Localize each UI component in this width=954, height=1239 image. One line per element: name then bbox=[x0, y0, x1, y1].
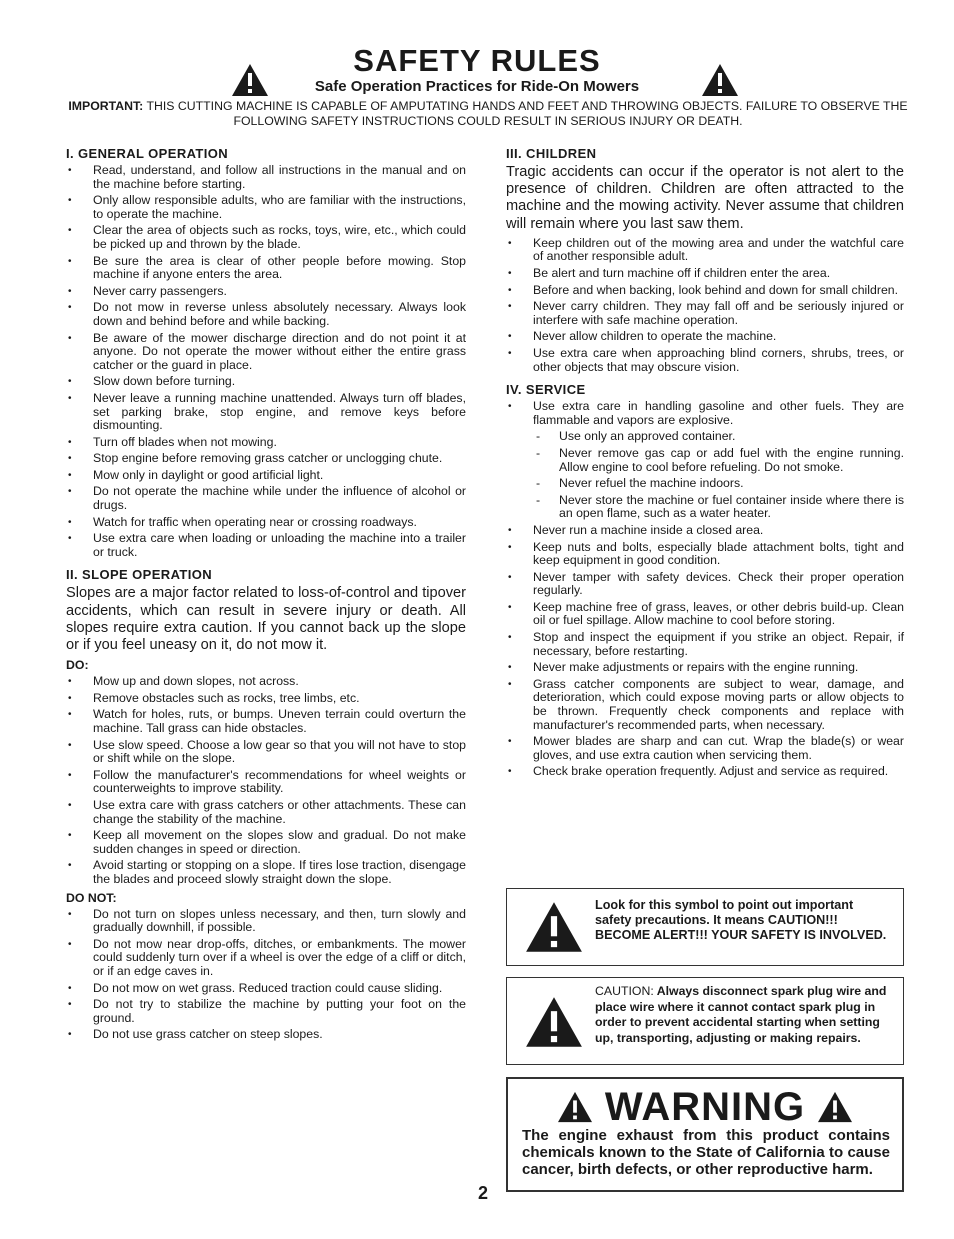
list-item: • Do not mow near drop-offs, ditches, or embankments. The mower could suddenly turn over if a wheel is over the edge of a cliff or ditch, or if an edge caves in. bbox=[66, 938, 466, 979]
sub-list-item: - Never refuel the machine indoors. bbox=[506, 477, 904, 491]
list-item: • Keep machine free of grass, leaves, or other debris build-up. Clean oil or fuel spillage. Allow machine to cool before storing. bbox=[506, 601, 904, 628]
list-item: • Do not operate the machine while under the influence of alcohol or drugs. bbox=[66, 485, 466, 512]
list-item: • Never make adjustments or repairs with the engine running. bbox=[506, 661, 904, 675]
do-not-list bbox=[66, 908, 466, 1042]
list-item: • Use slow speed. Choose a low gear so that you will not have to stop or shift while on the slope. bbox=[66, 739, 466, 766]
important-text: THIS CUTTING MACHINE IS CAPABLE OF AMPUTATING HANDS AND FEET AND THROWING OBJECTS. FAILURE TO OBSERVE THE FOLLOWING SAFETY INSTRUCTIONS COULD RESULT IN SERIOUS INJURY OR DEATH. bbox=[146, 99, 908, 128]
list-item: • Stop engine before removing grass catcher or unclogging chute. bbox=[66, 452, 466, 466]
list-item: • Use extra care when loading or unloading the machine into a trailer or truck. bbox=[66, 532, 466, 559]
list-item: • Keep children out of the mowing area and under the watchful care of another responsible adult. bbox=[506, 237, 904, 264]
list-item: • Slow down before turning. bbox=[66, 375, 466, 389]
list-item: • Do not mow in reverse unless absolutely necessary. Always look down and behind before and while backing. bbox=[66, 301, 466, 328]
list-item: • Use extra care with grass catchers or other attachments. These can change the stability of the machine. bbox=[66, 799, 466, 826]
list-item: • Watch for holes, ruts, or bumps. Uneven terrain could overturn the machine. Tall grass can hide obstacles. bbox=[66, 708, 466, 735]
service-list bbox=[506, 524, 904, 779]
list-item: • Follow the manufacturer's recommendations for wheel weights or counterweights to improve stability. bbox=[66, 769, 466, 796]
warning-text: The engine exhaust from this product contains chemicals known to the State of California to cause cancer, birth defects, or other reproductive harm. bbox=[522, 1127, 890, 1178]
caution-text bbox=[595, 984, 893, 1046]
do-not-label: DO NOT: bbox=[66, 890, 117, 905]
warning-triangle-icon bbox=[523, 899, 585, 955]
children-list bbox=[506, 237, 904, 374]
list-item: • Never carry children. They may fall off and be seriously injured or interfere with safe machine operation. bbox=[506, 300, 904, 327]
section-heading-general: I. GENERAL OPERATION bbox=[66, 146, 229, 161]
page-subtitle: Safe Operation Practices for Ride-On Mowers bbox=[314, 78, 640, 95]
list-item: • Never leave a running machine unattended. Always turn off blades, set parking brake, stop engine, and remove keys before dismounting. bbox=[66, 392, 466, 433]
sub-list-item: - Never remove gas cap or add fuel with the engine running. Allow engine to cool before refueling. Do not smoke. bbox=[506, 447, 904, 474]
left-column bbox=[66, 146, 466, 1045]
list-item: • Mow only in daylight or good artificial light. bbox=[66, 469, 466, 483]
warning-title-row bbox=[508, 1085, 902, 1129]
service-fuel-list bbox=[506, 400, 904, 427]
safety-symbol-text: Look for this symbol to point out important safety precautions. It means CAUTION!!! BECOME ALERT!!! YOUR SAFETY IS INVOLVED. bbox=[595, 898, 887, 942]
do-label: DO: bbox=[66, 658, 89, 673]
sub-list-item: - Never store the machine or fuel container inside where there is an open flame, such as a water heater. bbox=[506, 494, 904, 521]
list-item: • Grass catcher components are subject to wear, damage, and deterioration, which could expose moving parts or allow objects to be thrown. Frequently check components and replace with manufacturer's recommended parts, when necessary. bbox=[506, 678, 904, 732]
list-item: • Never allow children to operate the machine. bbox=[506, 330, 904, 344]
page-title: SAFETY RULES bbox=[353, 43, 601, 78]
list-item: • Keep nuts and bolts, especially blade attachment bolts, tight and keep equipment in good condition. bbox=[506, 541, 904, 568]
section-heading-slope: II. SLOPE OPERATION bbox=[66, 567, 213, 583]
important-notice bbox=[68, 99, 908, 128]
do-list bbox=[66, 675, 466, 886]
list-item: • Do not mow on wet grass. Reduced traction could cause sliding. bbox=[66, 982, 466, 996]
warning-title: WARNING bbox=[604, 1085, 806, 1129]
page-number: 2 bbox=[478, 1183, 489, 1203]
general-list bbox=[66, 164, 466, 559]
list-item: • Use extra care in handling gasoline and other fuels. They are flammable and vapors are explosive. bbox=[506, 400, 904, 427]
section-heading-children: III. CHILDREN bbox=[506, 146, 597, 161]
list-item: • Watch for traffic when operating near or crossing roadways. bbox=[66, 516, 466, 530]
list-item: • Use extra care when approaching blind corners, shrubs, trees, or other objects that may obscure vision. bbox=[506, 347, 904, 374]
list-item: • Only allow responsible adults, who are familiar with the instructions, to operate the machine. bbox=[66, 194, 466, 221]
list-item: • Turn off blades when not mowing. bbox=[66, 436, 466, 450]
important-label: IMPORTANT: bbox=[68, 99, 144, 113]
section-heading-service: IV. SERVICE bbox=[506, 382, 586, 398]
list-item: • Never tamper with safety devices. Check their proper operation regularly. bbox=[506, 571, 904, 598]
list-item: • Before and when backing, look behind and down for small children. bbox=[506, 284, 904, 298]
warning-triangle-icon bbox=[523, 994, 585, 1050]
list-item: • Read, understand, and follow all instructions in the manual and on the machine before starting. bbox=[66, 164, 466, 191]
caution-body: Always disconnect spark plug wire and place wire where it cannot contact spark plug in order to prevent accidental starting when setting up, transporting, adjusting or making repairs. bbox=[595, 984, 887, 1045]
caution-label: CAUTION: bbox=[595, 984, 654, 998]
list-item: • Mower blades are sharp and can cut. Wrap the blade(s) or wear gloves, and use extra caution when servicing them. bbox=[506, 735, 904, 762]
list-item: • Be aware of the mower discharge direction and do not point it at anyone. Do not operate the mower without either the entire grass catcher or the guard in place. bbox=[66, 332, 466, 373]
list-item: • Be alert and turn machine off if children enter the area. bbox=[506, 267, 904, 281]
list-item: • Mow up and down slopes, not across. bbox=[66, 675, 466, 689]
warning-triangle-icon bbox=[816, 1090, 854, 1124]
list-item: • Stop and inspect the equipment if you strike an object. Repair, if necessary, before restarting. bbox=[506, 631, 904, 658]
sub-list-item: - Use only an approved container. bbox=[506, 430, 904, 444]
list-item: • Do not try to stabilize the machine by putting your foot on the ground. bbox=[66, 998, 466, 1025]
list-item: • Be sure the area is clear of other people before mowing. Stop machine if anyone enters the area. bbox=[66, 255, 466, 282]
warning-triangle-icon bbox=[556, 1090, 594, 1124]
safety-symbol-box bbox=[506, 888, 904, 966]
list-item: • Avoid starting or stopping on a slope. If tires lose traction, disengage the blades and proceed slowly straight down the slope. bbox=[66, 859, 466, 886]
list-item: • Remove obstacles such as rocks, tree limbs, etc. bbox=[66, 692, 466, 706]
slope-paragraph: Slopes are a major factor related to loss-of-control and tipover accidents, which can result in severe injury or death. All slopes require extra caution. If you cannot back up the slope or if you feel uneasy on it, do not mow it. bbox=[66, 585, 466, 654]
warning-box bbox=[506, 1077, 904, 1192]
caution-box bbox=[506, 977, 904, 1065]
list-item: • Do not turn on slopes unless necessary, and then, turn slowly and gradually downhill, if possible. bbox=[66, 908, 466, 935]
fuel-sub-list bbox=[506, 430, 904, 521]
list-item: • Check brake operation frequently. Adjust and service as required. bbox=[506, 765, 904, 779]
list-item: • Clear the area of objects such as rocks, toys, wire, etc., which could be picked up and thrown by the blade. bbox=[66, 224, 466, 251]
right-column bbox=[506, 146, 904, 782]
list-item: • Keep all movement on the slopes slow and gradual. Do not make sudden changes in speed or direction. bbox=[66, 829, 466, 856]
children-paragraph: Tragic accidents can occur if the operator is not alert to the presence of children. Children are often attracted to the machine and the mowing activity. Never assume that children will remain where you last saw them. bbox=[506, 164, 904, 232]
list-item: • Do not use grass catcher on steep slopes. bbox=[66, 1028, 466, 1042]
list-item: • Never carry passengers. bbox=[66, 285, 466, 299]
list-item: • Never run a machine inside a closed area. bbox=[506, 524, 904, 538]
